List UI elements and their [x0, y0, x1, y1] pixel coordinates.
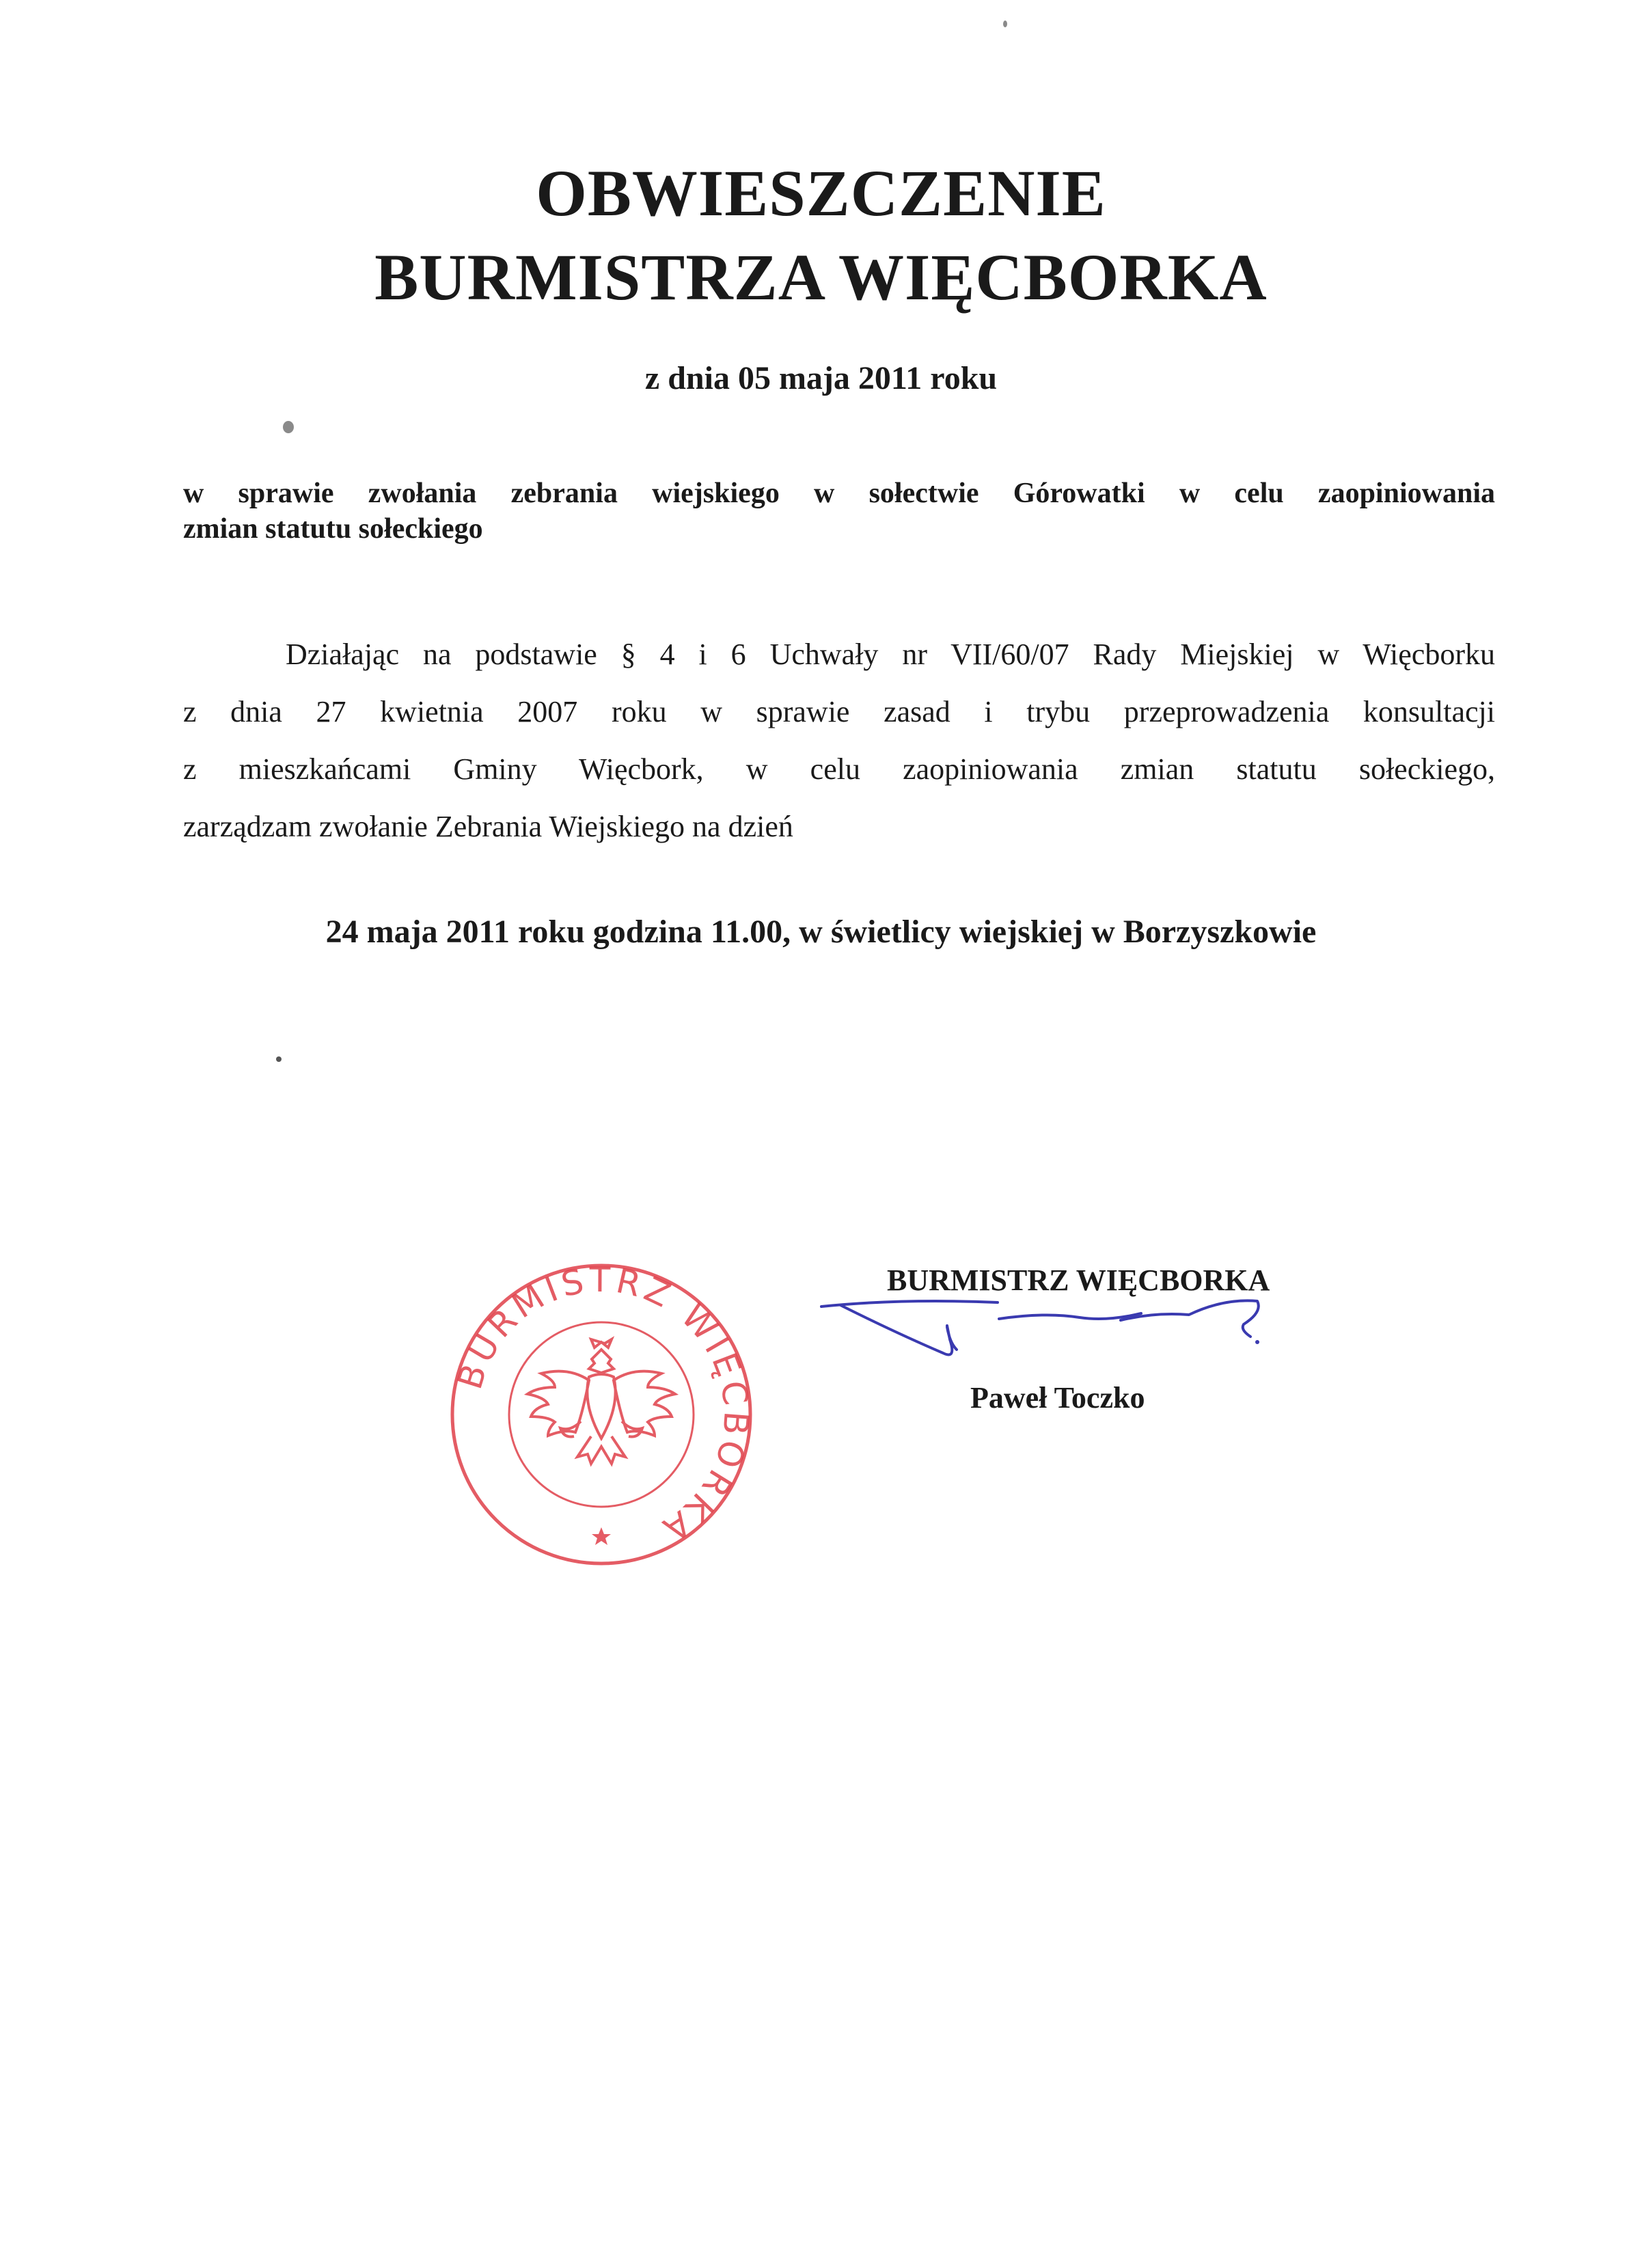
- document-date: z dnia 05 maja 2011 roku: [644, 360, 998, 396]
- meeting-details: 24 maja 2011 roku godzina 11.00, w świetlicy wiejskiej w Borzyszkowie: [325, 914, 1317, 950]
- body-line-4: zarządzam zwołanie Zebrania Wiejskiego na dzień: [183, 810, 793, 843]
- stamp-star-icon: [592, 1527, 611, 1545]
- document-title-line-2: BURMISTRZA WIĘCBORKA: [374, 241, 1268, 314]
- stamp-text: BURMISTRZ WIĘCBORKA: [450, 1259, 756, 1551]
- eagle-emblem-icon: [528, 1339, 675, 1464]
- body-line-3: z mieszkańcami Gminy Więcbork, w celu zaopiniowania zmian statutu sołeckiego,: [183, 752, 1495, 786]
- document-subject: [183, 476, 1495, 547]
- scan-speck: [276, 1056, 282, 1062]
- body-line-2: z dnia 27 kwietnia 2007 roku w sprawie zasad i trybu przeprowadzenia konsultacji: [183, 695, 1495, 728]
- handwritten-signature: [820, 1285, 1285, 1394]
- signatory-name: Paweł Toczko: [970, 1381, 1145, 1415]
- official-stamp: [444, 1257, 758, 1572]
- body-line-1: Działając na podstawie § 4 i 6 Uchwały nr VII/60/07 Rady Miejskiej w Więcborku: [286, 638, 1495, 671]
- subject-line-1: w sprawie zwołania zebrania wiejskiego w sołectwie Górowatki w celu zaopiniowania: [183, 478, 1495, 509]
- document-body: [183, 626, 1495, 856]
- scan-speck: [283, 421, 294, 433]
- signature-office: BURMISTRZ WIĘCBORKA: [887, 1263, 1270, 1297]
- subject-line-2: zmian statutu sołeckiego: [183, 513, 483, 545]
- scan-speck: [1003, 21, 1007, 27]
- document-title-line-1: OBWIESZCZENIE: [536, 156, 1106, 230]
